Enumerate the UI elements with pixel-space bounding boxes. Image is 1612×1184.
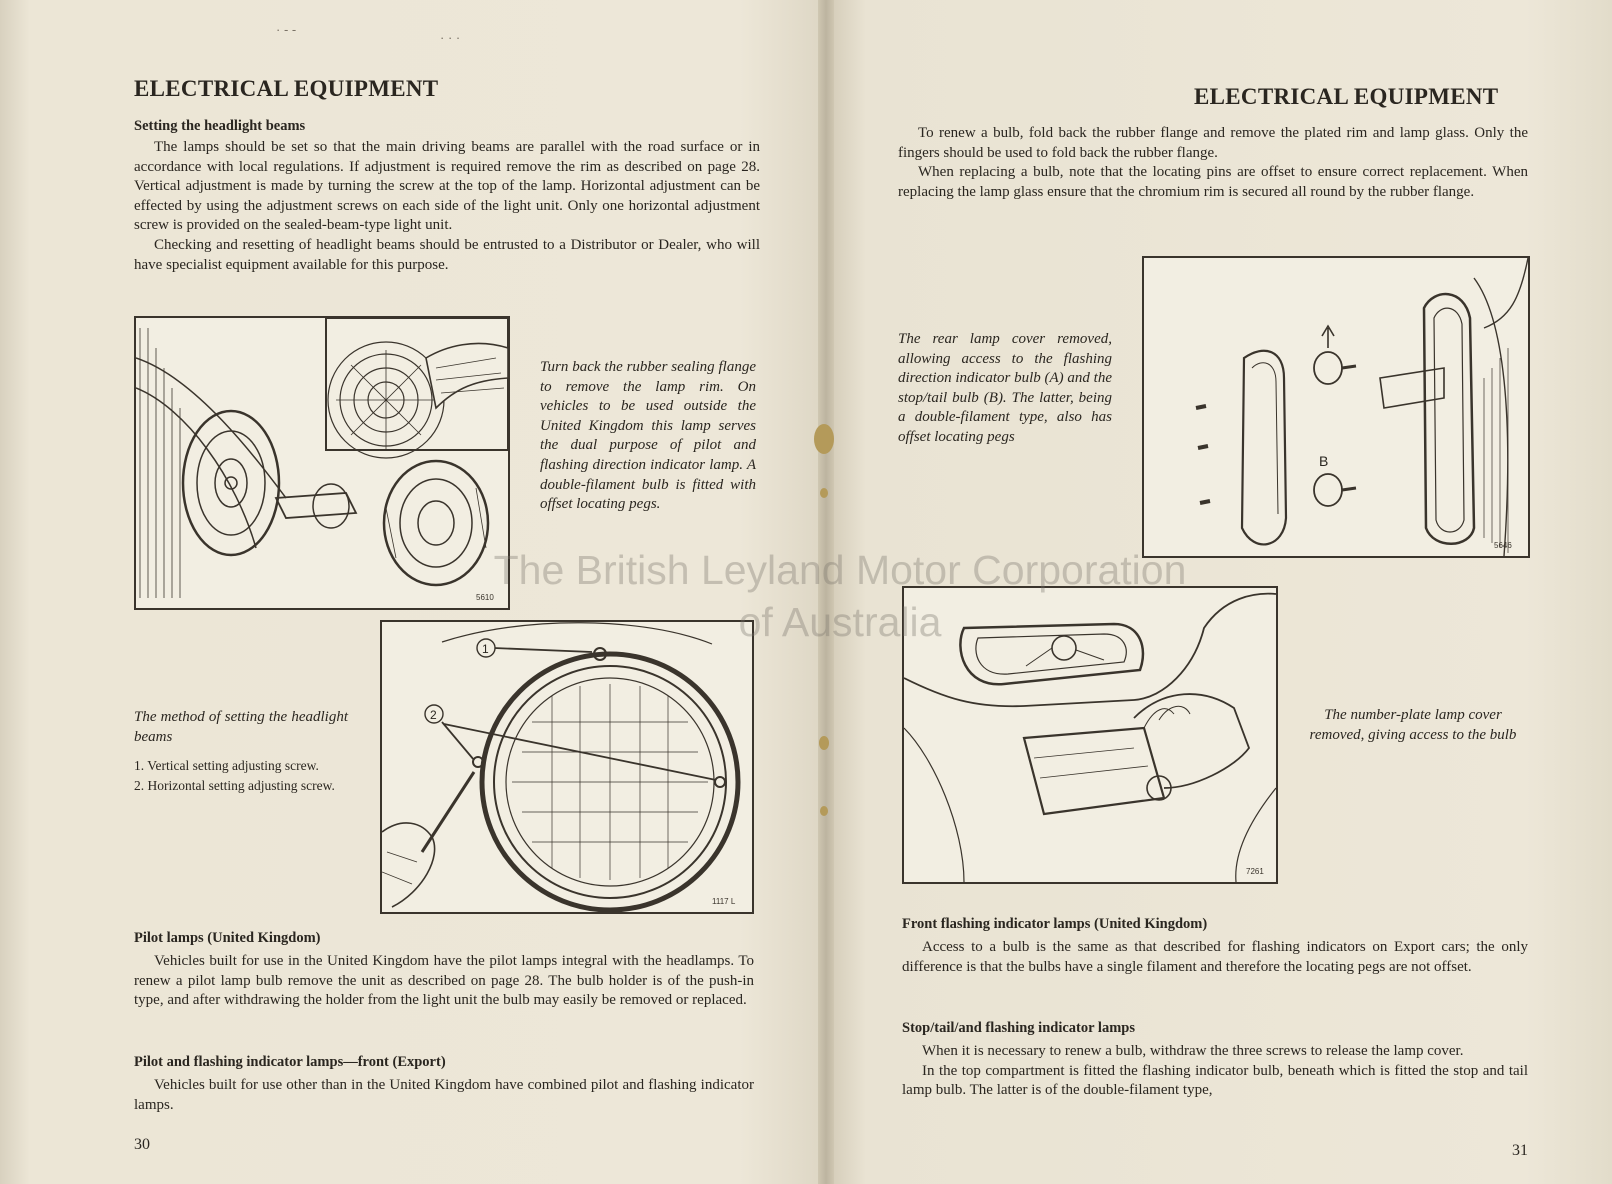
- figure-caption: The rear lamp cover removed, allowing access to the flashing direction indicator bulb (A) and the stop/tail bulb (B). The latter, being a double-filament type, also has offset locating pegs: [898, 331, 1112, 445]
- callout-2: 2: [430, 708, 437, 722]
- section-heading: Setting the headlight beams: [134, 118, 306, 134]
- print-smudge: · · ·: [440, 30, 461, 45]
- figure-caption: The number-plate lamp cover removed, giving access to the bulb: [1309, 707, 1517, 743]
- watermark-line: of Australia: [738, 599, 942, 645]
- page-title: ELECTRICAL EQUIPMENT: [1194, 84, 1499, 109]
- staple-mark: [820, 488, 828, 498]
- page-title: ELECTRICAL EQUIPMENT: [134, 76, 439, 101]
- figure-caption: The method of setting the headlight beams: [134, 709, 348, 745]
- staple-mark: [814, 424, 834, 454]
- paragraph: In the top compartment is fitted the flashing indicator bulb, beneath which is fitted the stop and tail lamp bulb. The latter is of the double-filament type,: [902, 1062, 1528, 1099]
- section-heading: Front flashing indicator lamps (United Kingdom): [902, 916, 1208, 932]
- paragraph: The lamps should be set so that the main driving beams are parallel with the road surface or in accordance with local regulations. If adjustment is required remove the rim as described on page 28. Vertical adjustment is made by turning the screw at the top of the lamp. Horizontal adjustment can be effected by using the adjustment screws on each side of the light unit. Only one horizontal adjustment screw is provided on the sealed-beam-type light unit.: [134, 139, 760, 234]
- section-heading: Pilot and flashing indicator lamps—front (Export): [134, 1054, 446, 1070]
- print-smudge: · - -: [276, 22, 297, 37]
- rear-lamp-drawing: [1144, 258, 1528, 556]
- paragraph: When it is necessary to renew a bulb, withdraw the three screws to release the lamp cover.: [922, 1043, 1464, 1059]
- section-heading: Stop/tail/and flashing indicator lamps: [902, 1020, 1135, 1036]
- bulb-label-b: B: [1319, 453, 1329, 469]
- paragraph: Vehicles built for use other than in the United Kingdom have combined pilot and flashing indicator lamps.: [134, 1077, 754, 1113]
- staple-mark: [820, 806, 828, 816]
- paragraph: Access to a bulb is the same as that described for flashing indicators on Export cars; the only difference is that the bulbs have a single filament and therefore the locating pegs are not offset.: [902, 939, 1528, 975]
- headlight-beam-drawing: [382, 622, 752, 912]
- headlight-beam-setting-illustration: [380, 620, 754, 914]
- figure-code: 7261: [1246, 867, 1264, 876]
- figure-code: 5646: [1494, 541, 1512, 550]
- figure-code: 5610: [476, 593, 494, 602]
- paragraph: To renew a bulb, fold back the rubber flange and remove the plated rim and lamp glass. Only the fingers should be used to fold back the rubber flange.: [898, 125, 1528, 161]
- paragraph: When replacing a bulb, note that the locating pins are offset to ensure correct replacement. When replacing the lamp glass ensure that the chromium rim is secured all round by the rubber flange.: [898, 164, 1528, 200]
- section-heading: Pilot lamps (United Kingdom): [134, 930, 321, 946]
- callout-1: 1: [482, 642, 489, 656]
- paragraph: Vehicles built for use in the United Kingdom have the pilot lamps integral with the headlamps. To renew a pilot lamp bulb remove the unit as described on page 28. The bulb holder is of the push-in type, and after withdrawing the holder from the light unit the bulb may easily be removed or replaced.: [134, 953, 754, 1009]
- page-number: 30: [134, 1136, 150, 1153]
- staple-mark: [819, 736, 829, 750]
- figure-caption: Turn back the rubber sealing flange to remove the lamp rim. On vehicles to be used outside the United Kingdom this lamp serves the dual purpose of pilot and flashing direction indicator lamp. A double-filament bulb is fitted with offset locating pegs.: [540, 359, 756, 513]
- legend-item: 1. Vertical setting adjusting screw.: [134, 758, 319, 773]
- page-number: 31: [1512, 1142, 1528, 1159]
- watermark-line: The British Leyland Motor Corporation: [493, 547, 1187, 593]
- rear-lamp-illustration: [1142, 256, 1530, 558]
- watermark: [430, 544, 1250, 648]
- figure-legend: [134, 758, 348, 798]
- paragraph: Checking and resetting of headlight beams should be entrusted to a Distributor or Dealer, who will have specialist equipment available for this purpose.: [134, 236, 760, 273]
- figure-code: 1117 L: [712, 897, 736, 906]
- legend-item: 2. Horizontal setting adjusting screw.: [134, 778, 335, 793]
